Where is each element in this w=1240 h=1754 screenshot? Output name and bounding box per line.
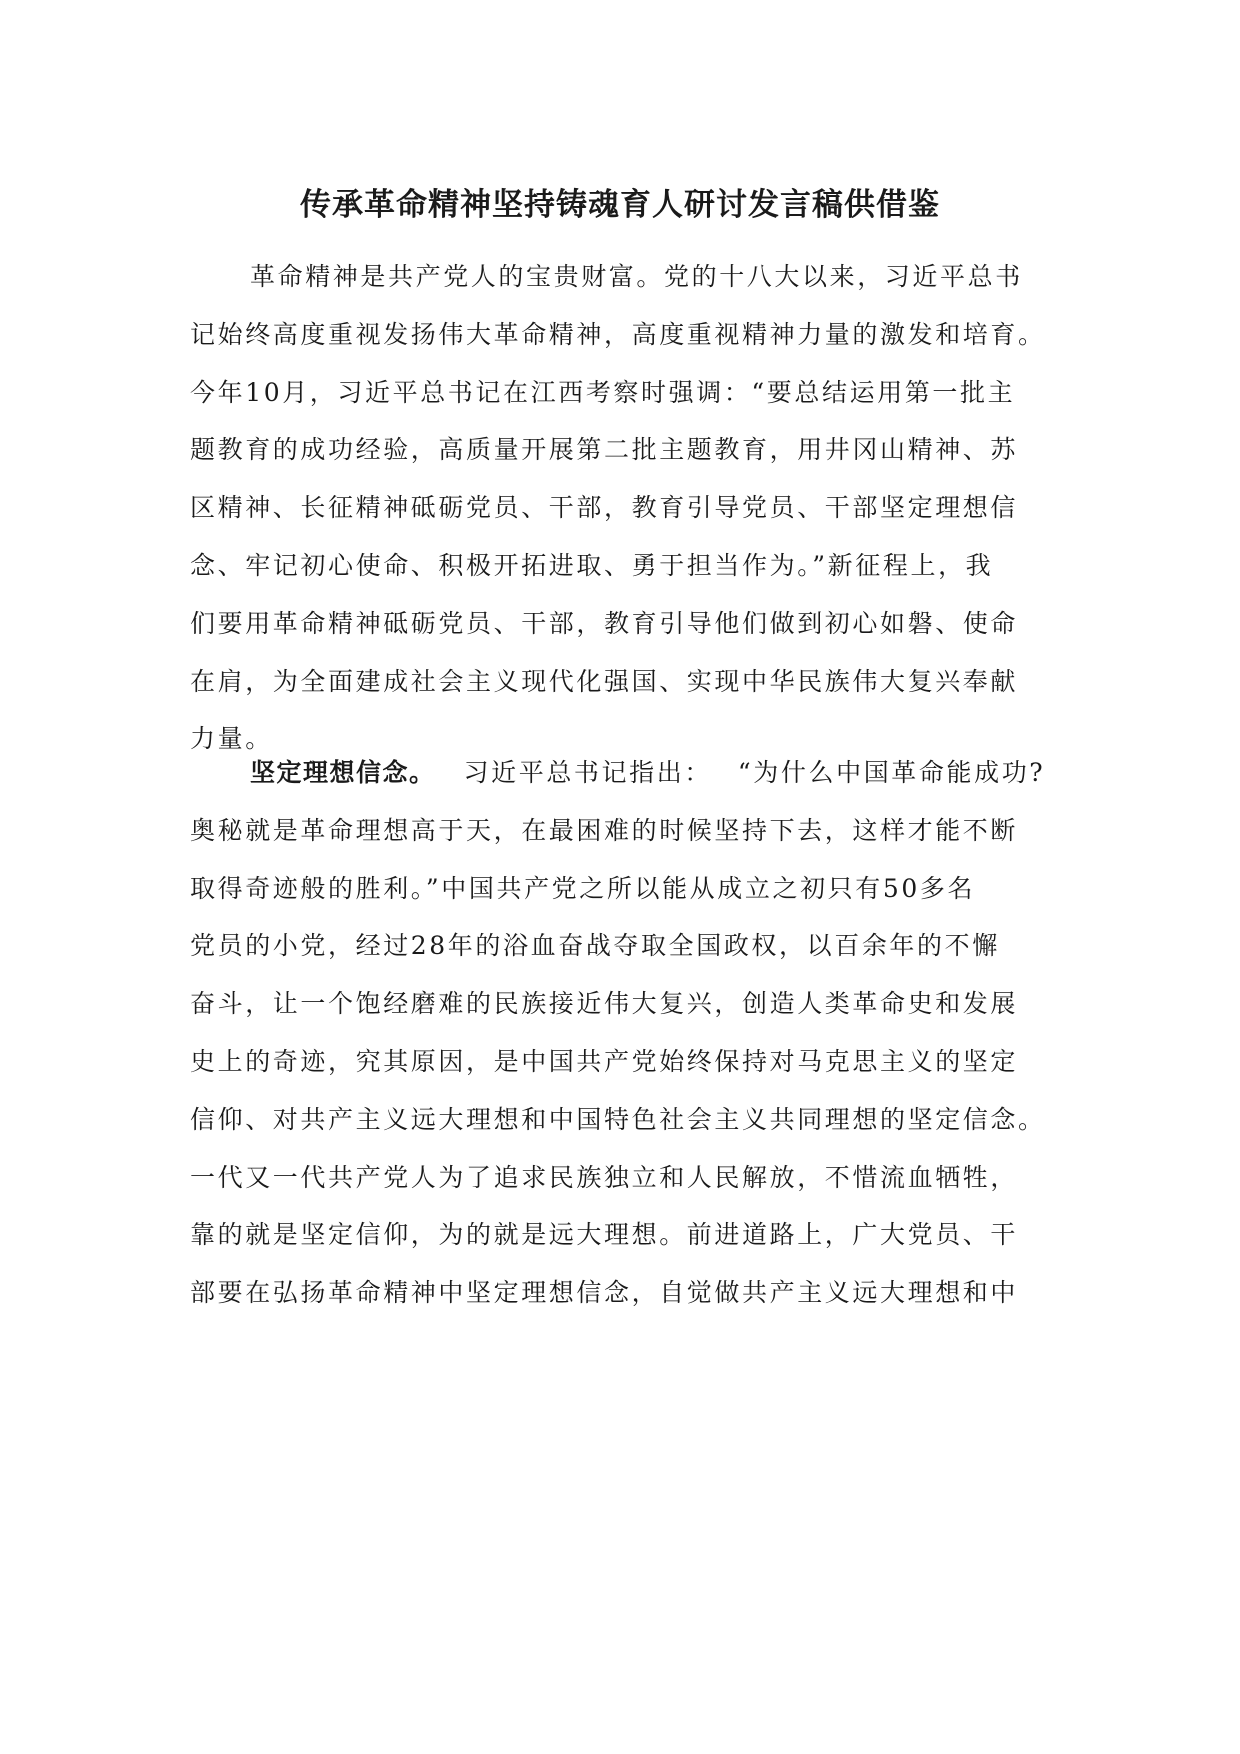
text-line: 今年10月，习近平总书记在江西考察时强调：“要总结运用第一批主 bbox=[190, 377, 1016, 407]
text-line: 们要用革命精神砥砺党员、干部，教育引导他们做到初心如磐、使命 bbox=[190, 608, 1019, 638]
section-lead-heading: 坚定理想信念。 bbox=[250, 758, 436, 787]
text-line: 题教育的成功经验，高质量开展第二批主题教育，用井冈山精神、苏 bbox=[190, 435, 1019, 465]
text-line: 一代又一代共产党人为了追求民族独立和人民解放，不惜流血牺牲， bbox=[190, 1162, 1019, 1192]
text-line: 力量。 bbox=[190, 724, 273, 754]
text-line: 革命精神是共产党人的宝贵财富。党的十八大以来，习近平总书 bbox=[250, 262, 1023, 291]
text-line: 念、牢记初心使命、积极开拓进取、勇于担当作为。”新征程上，我 bbox=[190, 550, 994, 580]
quote-start: “为什么中国革命能成功? bbox=[737, 758, 1046, 787]
paragraph-first-line bbox=[190, 744, 1070, 802]
paragraph-intro bbox=[190, 248, 1070, 768]
text-line: 取得奇迹般的胜利。”中国共产党之所以能从成立之初只有50多名 bbox=[190, 873, 976, 903]
text-line: 党员的小党，经过28年的浴血奋战夺取全国政权，以百余年的不懈 bbox=[190, 931, 1000, 961]
text-line: 奋斗，让一个饱经磨难的民族接近伟大复兴，创造人类革命史和发展 bbox=[190, 989, 1019, 1019]
text-line: 靠的就是坚定信仰，为的就是远大理想。前进道路上，广大党员、干 bbox=[190, 1220, 1019, 1250]
quote-attribution: 习近平总书记指出： bbox=[463, 758, 712, 787]
text-line: 部要在弘扬革命精神中坚定理想信念，自觉做共产主义远大理想和中 bbox=[190, 1278, 1019, 1308]
text-line: 史上的奇迹，究其原因，是中国共产党始终保持对马克思主义的坚定 bbox=[190, 1046, 1019, 1076]
text-line: 区精神、长征精神砥砺党员、干部，教育引导党员、干部坚定理想信 bbox=[190, 493, 1019, 523]
text-line: 信仰、对共产主义远大理想和中国特色社会主义共同理想的坚定信念。 bbox=[190, 1104, 1046, 1134]
text-line: 在肩，为全面建成社会主义现代化强国、实现中华民族伟大复兴奉献 bbox=[190, 666, 1019, 696]
paragraph-ideals bbox=[190, 744, 1070, 1322]
document-title: 传承革命精神坚持铸魂育人研讨发言稿供借鉴 bbox=[300, 187, 940, 223]
text-line: 奥秘就是革命理想高于天，在最困难的时候坚持下去，这样才能不断 bbox=[190, 815, 1019, 845]
text-line: 记始终高度重视发扬伟大革命精神，高度重视精神力量的激发和培育。 bbox=[190, 319, 1046, 349]
